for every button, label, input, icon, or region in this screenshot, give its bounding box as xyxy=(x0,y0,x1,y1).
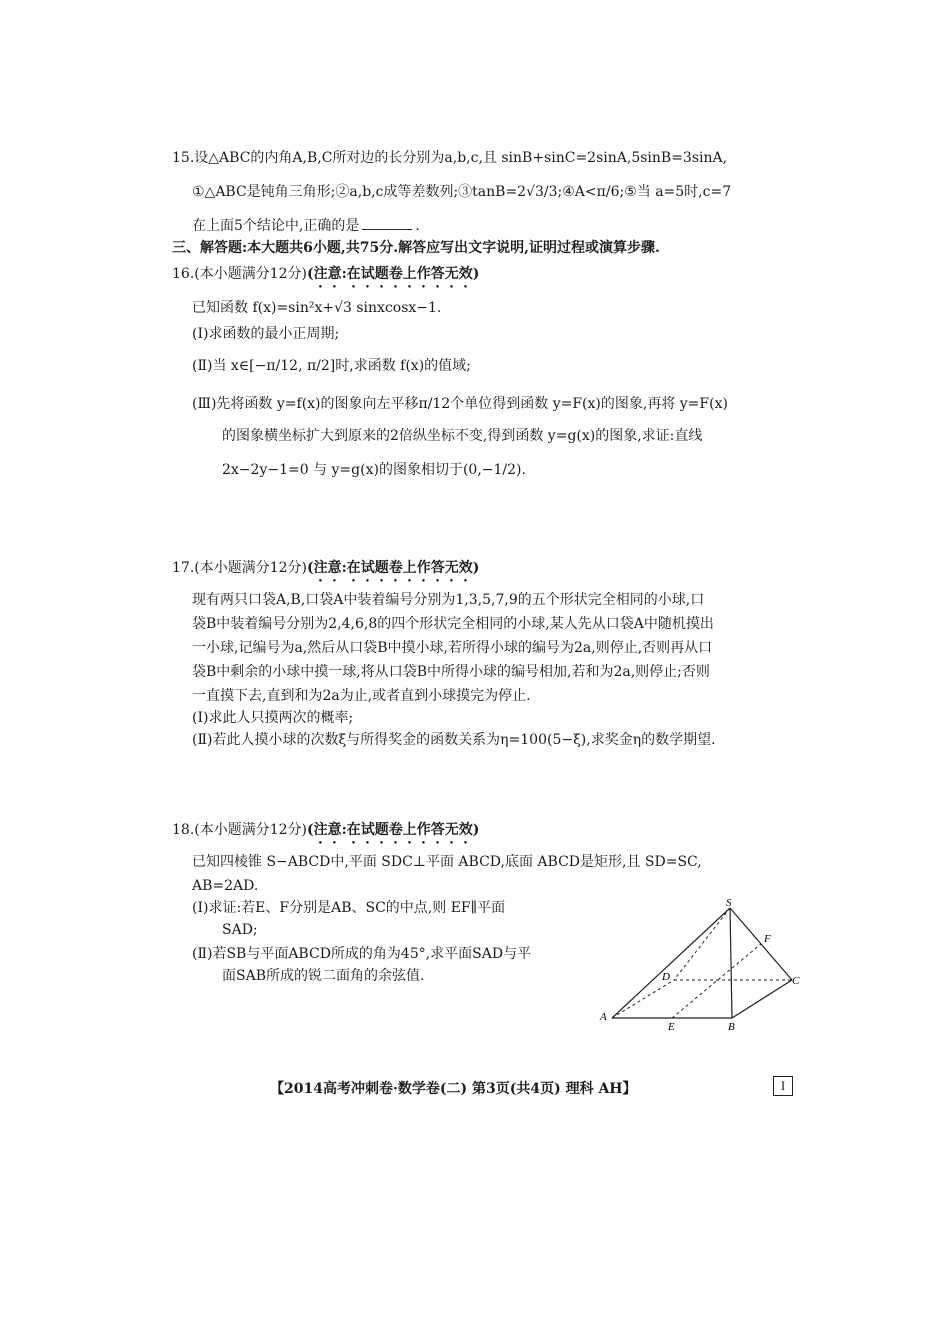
answer-blank xyxy=(362,229,412,230)
q16-notice: (注意:在试题卷上作答无效) xyxy=(307,266,480,282)
edge-SD xyxy=(674,908,730,980)
q18-line3: (Ⅰ)求证:若E、F分别是AB、SC的中点,则 EF∥平面 xyxy=(192,900,506,916)
q15-prompt: 在上面5个结论中,正确的是 xyxy=(192,218,360,234)
q18-line5: (Ⅱ)若SB与平面ABCD所成的角为45°,求平面SAD与平 xyxy=(192,946,532,962)
q17-line4: 袋B中剩余的小球中摸一球,将从口袋B中所得小球的编号相加,若和为2a,则停止;否则 xyxy=(192,664,710,680)
page-mark: I xyxy=(773,1076,793,1096)
q18-head xyxy=(172,820,479,847)
page-footer: 【2014高考冲刺卷·数学卷(二) 第3页(共4页) 理科 AH】 xyxy=(270,1081,637,1097)
label-E: E xyxy=(668,1021,675,1032)
q17-line3: 一小球,记编号为a,然后从口袋B中摸小球,若所得小球的编号为2a,则停止,否则再从口 xyxy=(192,640,713,656)
q16-line3: (Ⅱ)当 x∈[−π/12, π/2]时,求函数 f(x)的值域; xyxy=(192,358,471,374)
q16-head xyxy=(172,264,479,291)
label-C: C xyxy=(792,975,800,987)
q18-line2: AB=2AD. xyxy=(192,878,259,894)
q16-line5: 的图象横坐标扩大到原来的2倍纵坐标不变,得到函数 y=g(x)的图象,求证:直线 xyxy=(222,428,703,444)
q17-line2: 袋B中装着编号分别为2,4,6,8的四个形状完全相同的小球,某人先从口袋A中随机摸出 xyxy=(192,616,714,632)
q18-line1: 已知四棱锥 S−ABCD中,平面 SDC⊥平面 ABCD,底面 ABCD是矩形,且 SD=SC, xyxy=(192,854,702,870)
label-B: B xyxy=(728,1021,735,1032)
q16-line4: (Ⅲ)先将函数 y=f(x)的图象向左平移π/12个单位得到函数 y=F(x)的图象,再将 y=F(x) xyxy=(192,396,728,412)
q15-line1: 15.设△ABC的内角A,B,C所对边的长分别为a,b,c,且 sinB+sinC=2sinA,5sinB=3sinA, xyxy=(172,150,728,166)
edge-SA xyxy=(612,908,730,1018)
q16-line2: (Ⅰ)求函数的最小正周期; xyxy=(192,326,340,342)
q17-head xyxy=(172,558,479,585)
pyramid-figure xyxy=(596,896,802,1032)
q17-notice: (注意:在试题卷上作答无效) xyxy=(307,560,480,576)
q17-line7: (Ⅱ)若此人摸小球的次数ξ与所得奖金的函数关系为η=100(5−ξ),求奖金η的数学期望. xyxy=(192,732,716,748)
label-A: A xyxy=(600,1011,607,1023)
edge-AD xyxy=(612,980,674,1018)
section3-heading: 三、解答题:本大题共6小题,共75分.解答应写出文字说明,证明过程或演算步骤. xyxy=(172,240,660,256)
q18-notice: (注意:在试题卷上作答无效) xyxy=(307,822,480,838)
q16-line6: 2x−2y−1=0 与 y=g(x)的图象相切于(0,−1/2). xyxy=(222,462,526,478)
edge-SB xyxy=(730,908,732,1018)
q18-points: 18.(本小题满分12分) xyxy=(172,822,308,838)
q15-line2: ①△ABC是钝角三角形;②a,b,c成等差数列;③tanB=2√3/3;④A<π/6;⑤当 a=5时,c=7 xyxy=(192,184,732,200)
edge-BC xyxy=(732,980,792,1018)
q17-line5: 一直摸下去,直到和为2a为止,或者直到小球摸完为停止. xyxy=(192,688,531,704)
q17-points: 17.(本小题满分12分) xyxy=(172,560,308,576)
label-D: D xyxy=(662,971,670,983)
segment-EF xyxy=(672,944,761,1018)
q17-line1: 现有两只口袋A,B,口袋A中装着编号分别为1,3,5,7,9的五个形状完全相同的小球,口 xyxy=(192,592,705,608)
q18-line6: 面SAB所成的锐二面角的余弦值. xyxy=(222,968,425,984)
q16-points: 16.(本小题满分12分) xyxy=(172,266,308,282)
q16-line1: 已知函数 f(x)=sin²x+√3 sinxcosx−1. xyxy=(192,300,442,316)
q15-line3 xyxy=(192,216,420,236)
q17-line6: (Ⅰ)求此人只摸两次的概率; xyxy=(192,710,354,726)
label-F: F xyxy=(764,933,771,945)
label-S: S xyxy=(726,897,732,909)
q15-period: . xyxy=(415,218,420,234)
q18-line4: SAD; xyxy=(222,922,258,938)
